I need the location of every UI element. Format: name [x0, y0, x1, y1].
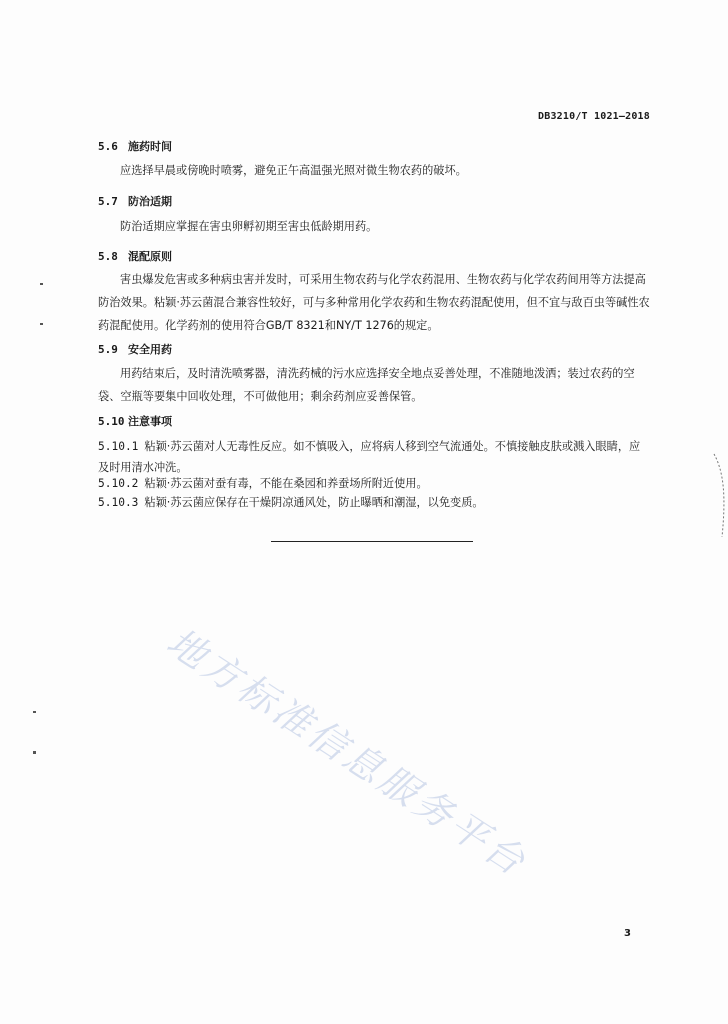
page-number: 3: [624, 928, 631, 939]
scan-speck: [33, 751, 36, 754]
document-code: DB3210/T 1021—2018: [538, 111, 650, 122]
subsection-number: 5.10.3: [98, 496, 139, 509]
section-heading-5-6: [98, 138, 172, 154]
section-heading-5-8: [98, 248, 172, 264]
subsection-number: 5.10.1: [98, 440, 139, 453]
subsection-text: 粘颖·苏云菌对蚕有毒，不能在桑园和养蚕场所附近使用。: [144, 477, 428, 490]
section-title: 混配原则: [128, 250, 172, 263]
subsection-text: 粘颖·苏云菌应保存在干燥阴凉通风处，防止曝晒和潮湿，以免变质。: [144, 496, 484, 509]
subsection-5-10-1: [98, 436, 650, 478]
section-heading-5-9: [98, 341, 172, 357]
subsection-5-10-2: [98, 473, 650, 494]
section-body-5-8: 害虫爆发危害或多种病虫害并发时，可采用生物农药与化学农药混用、生物农药与化学农药间用等方法提高防治效果。粘颖·苏云菌混合兼容性较好，可与多种常用化学农药和生物农药混配使用，但不宜与敌百虫等碱性农药混配使用。化学药剂的使用符合GB/T 8321和NY/T 1276的规定。: [98, 273, 650, 332]
section-number: 5.7: [98, 195, 118, 208]
section-title: 注意事项: [128, 415, 172, 428]
section-body-5-9: 用药结束后，及时清洗喷雾器，清洗药械的污水应选择安全地点妥善处理，不准随地泼洒；装过农药的空袋、空瓶等要集中回收处理，不可做他用；剩余药剂应妥善保管。: [98, 367, 635, 403]
section-body-5-6: 应选择早晨或傍晚时喷雾，避免正午高温强光照对微生物农药的破坏。: [120, 164, 467, 177]
end-rule: [271, 541, 473, 542]
subsection-5-10-3: [98, 492, 650, 513]
watermark: 地方标准信息服务平台: [159, 619, 536, 886]
section-number: 5.9: [98, 343, 118, 356]
scan-speck: [40, 323, 43, 325]
section-heading-5-7: [98, 193, 172, 209]
scan-speck: [40, 283, 43, 285]
section-title: 防治适期: [128, 195, 172, 208]
section-number: 5.6: [98, 140, 118, 153]
page-edge-shadow: [708, 452, 728, 542]
subsection-number: 5.10.2: [98, 477, 139, 490]
scan-speck: [33, 711, 36, 713]
section-body-5-7: 防治适期应掌握在害虫卵孵初期至害虫低龄期用药。: [120, 220, 378, 233]
section-number: 5.8: [98, 250, 118, 263]
section-title: 安全用药: [128, 343, 172, 356]
section-heading-5-10: [98, 413, 172, 429]
section-title: 施药时间: [128, 140, 172, 153]
section-number: 5.10: [98, 415, 125, 428]
subsection-text: 粘颖·苏云菌对人无毒性反应。如不慎吸入，应将病人移到空气流通处。不慎接触皮肤或溅入眼睛，应及时用清水冲洗。: [98, 440, 641, 474]
